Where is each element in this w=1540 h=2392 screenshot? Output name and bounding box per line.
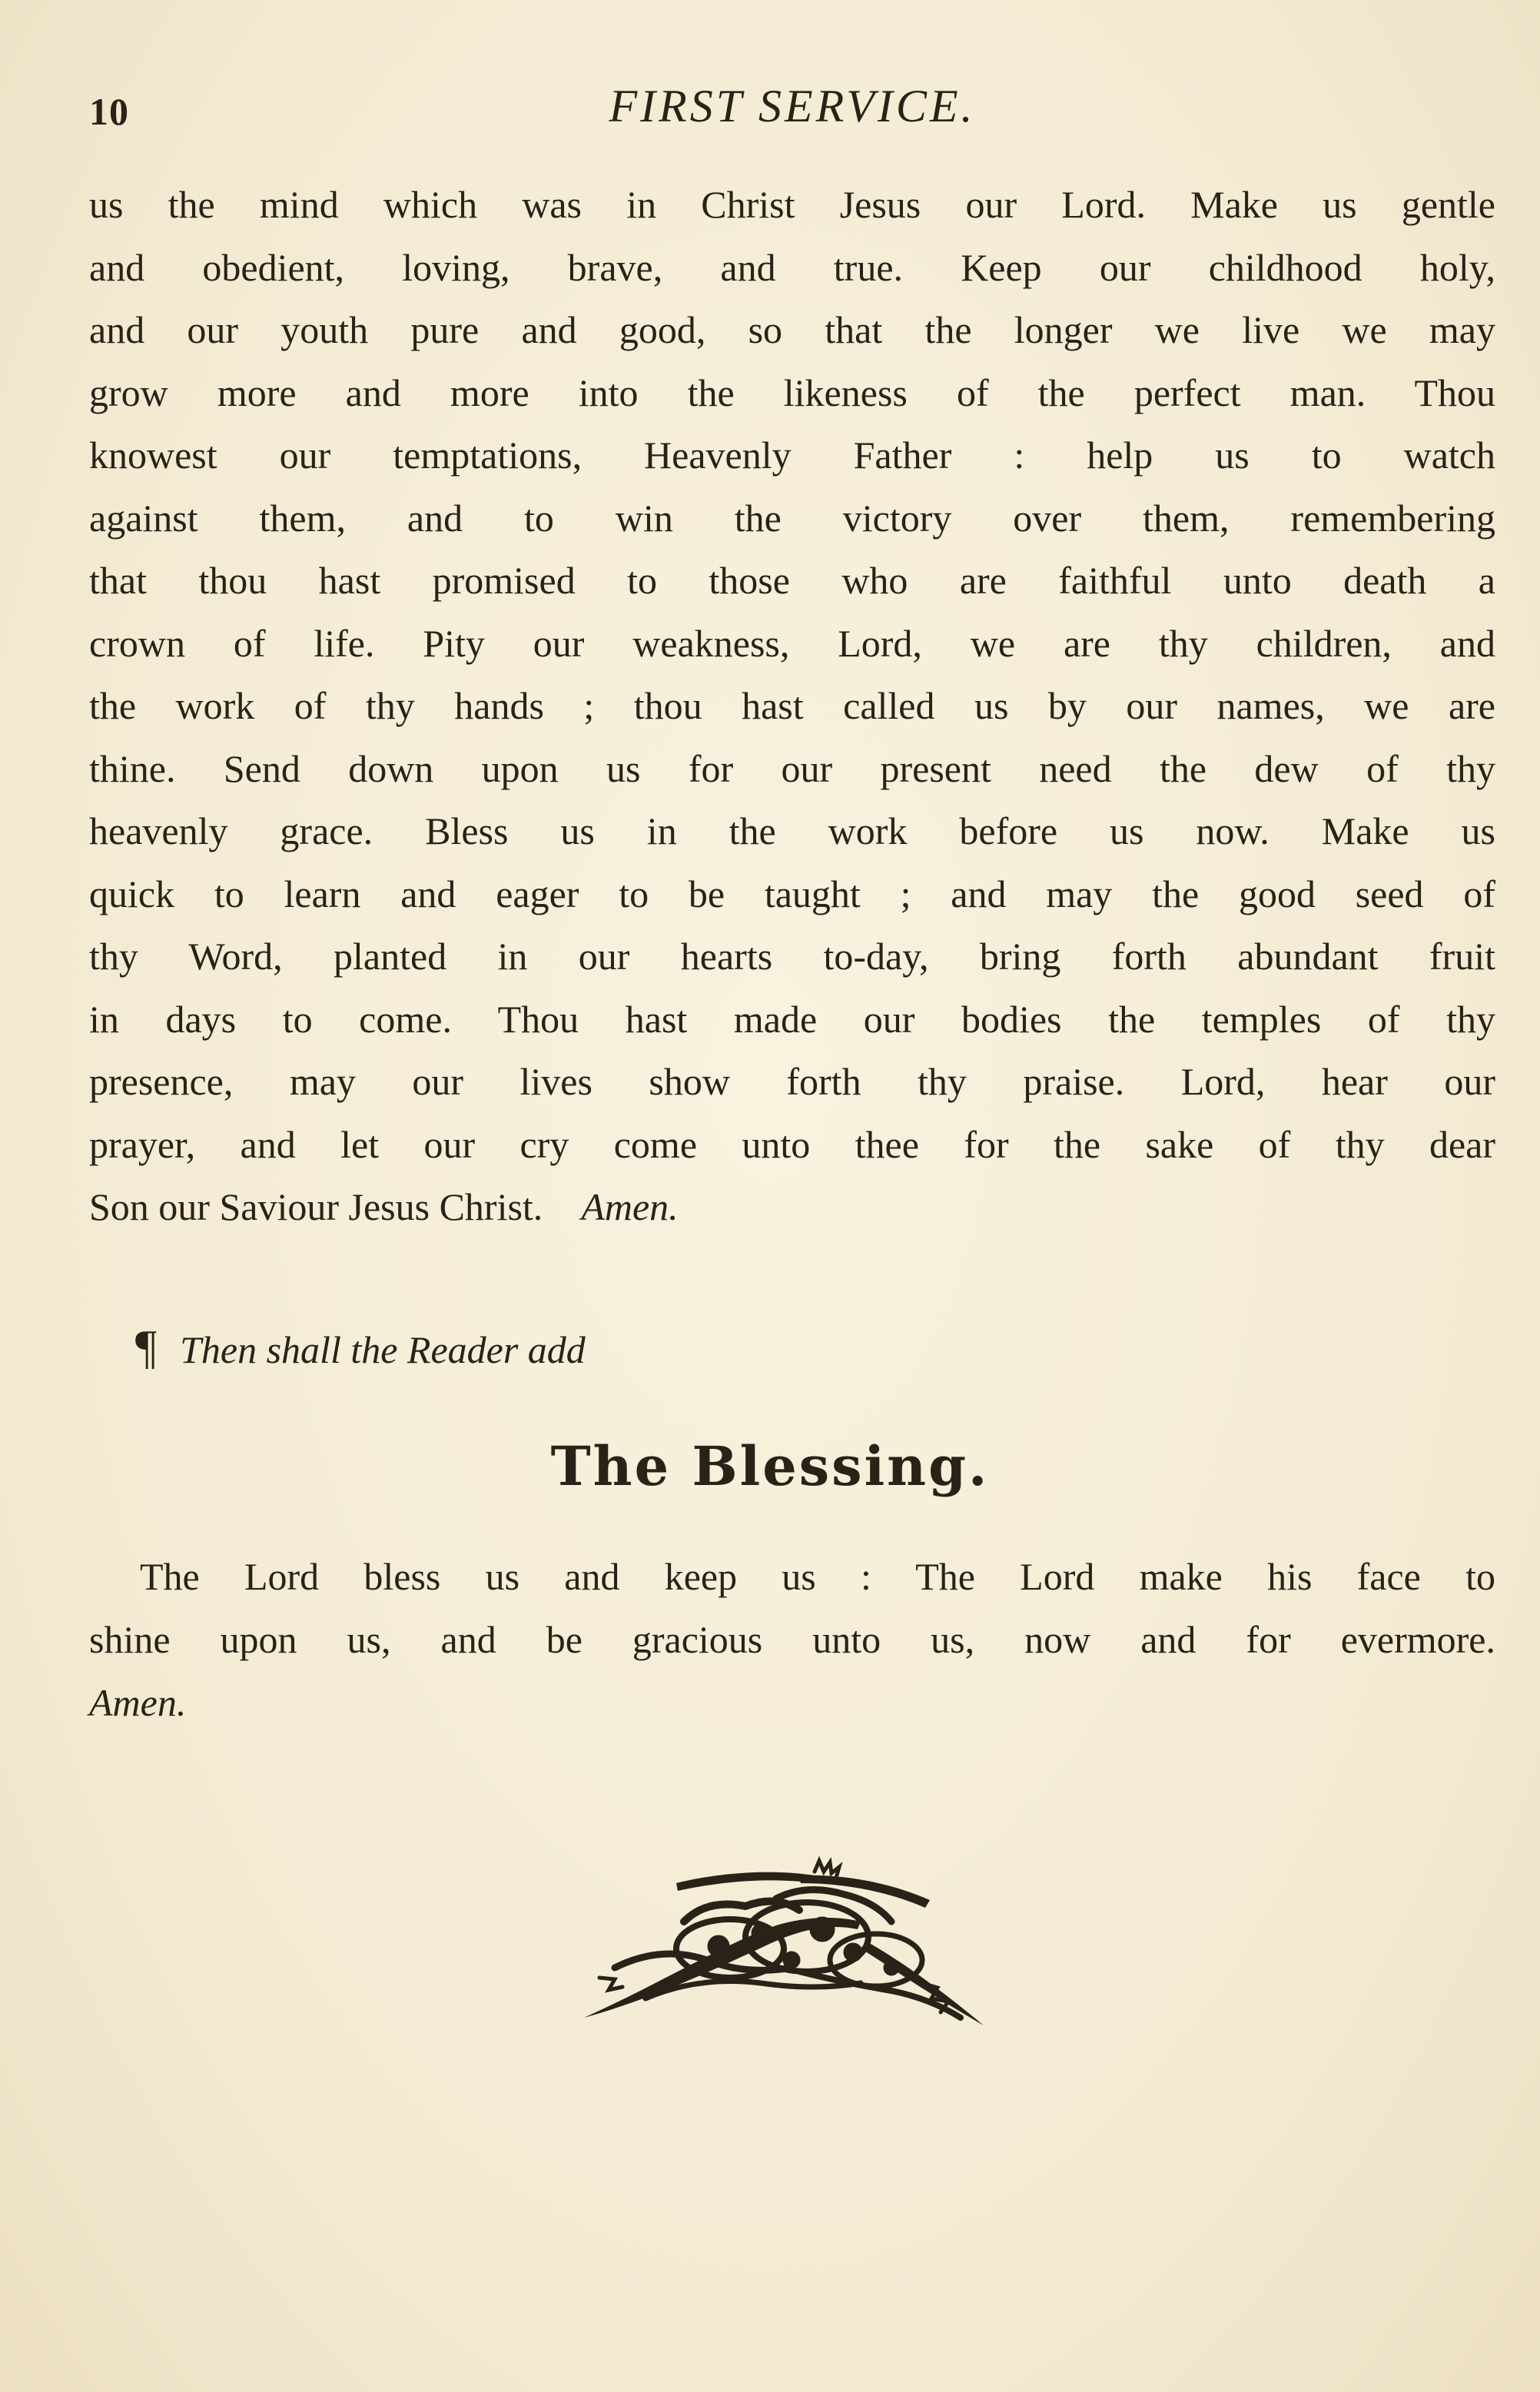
pilcrow-icon: ¶	[135, 1321, 158, 1374]
page-number: 10	[89, 90, 129, 133]
running-title: FIRST SERVICE.	[609, 81, 976, 131]
prayer-line: us the mind which was in Christ Jesus our Lord. Make us gentle	[89, 183, 1495, 226]
ornament-tailpiece-icon	[569, 1852, 999, 2029]
prayer-line: prayer, and let our cry come unto thee for the sake of thy dear	[89, 1122, 1495, 1166]
blessing-heading: The Blessing.	[550, 1434, 990, 1498]
rubric-text: Then shall the Reader add	[180, 1328, 586, 1371]
blessing-paragraph	[89, 1545, 1495, 1734]
blessing-line: The Lord bless us and keep us : The Lord make his face to	[140, 1555, 1495, 1598]
prayer-line: presence, may our lives show forth thy praise. Lord, hear our	[89, 1060, 1495, 1103]
rubric	[135, 1321, 586, 1375]
blessing-line: shine upon us, and be gracious unto us, now and for evermore.	[89, 1618, 1495, 1661]
prayer-line: quick to learn and eager to be taught ; and may the good seed of	[89, 872, 1495, 915]
prayer-amen: Amen.	[581, 1185, 679, 1228]
prayer-line: that thou hast promised to those who are faithful unto death a	[89, 559, 1495, 602]
running-header	[89, 77, 1495, 138]
prayer-line: the work of thy hands ; thou hast called us by our names, we are	[89, 684, 1495, 727]
prayer-line: thine. Send down upon us for our present need the dew of thy	[89, 746, 1495, 790]
blessing-amen: Amen.	[89, 1681, 187, 1724]
prayer-line: and obedient, loving, brave, and true. Keep our childhood holy,	[89, 245, 1495, 289]
prayer-line: in days to come. Thou hast made our bodies the temples of thy	[89, 997, 1495, 1041]
prayer-final-line	[89, 1176, 1495, 1239]
prayer-final-text: Son our Saviour Jesus Christ.	[89, 1185, 543, 1228]
prayer-line: knowest our temptations, Heavenly Father : help us to watch	[89, 434, 1495, 477]
prayer-paragraph	[89, 174, 1495, 1239]
prayer-line: crown of life. Pity our weakness, Lord, we are thy children, and	[89, 621, 1495, 665]
prayer-line: grow more and more into the likeness of the perfect man. Thou	[89, 370, 1495, 414]
prayer-line: and our youth pure and good, so that the longer we live we may	[89, 308, 1495, 351]
prayer-line: against them, and to win the victory over them, remembering	[89, 496, 1495, 540]
prayer-line: heavenly grace. Bless us in the work before us now. Make us	[89, 809, 1495, 852]
prayer-line: thy Word, planted in our hearts to-day, bring forth abundant fruit	[89, 935, 1495, 978]
